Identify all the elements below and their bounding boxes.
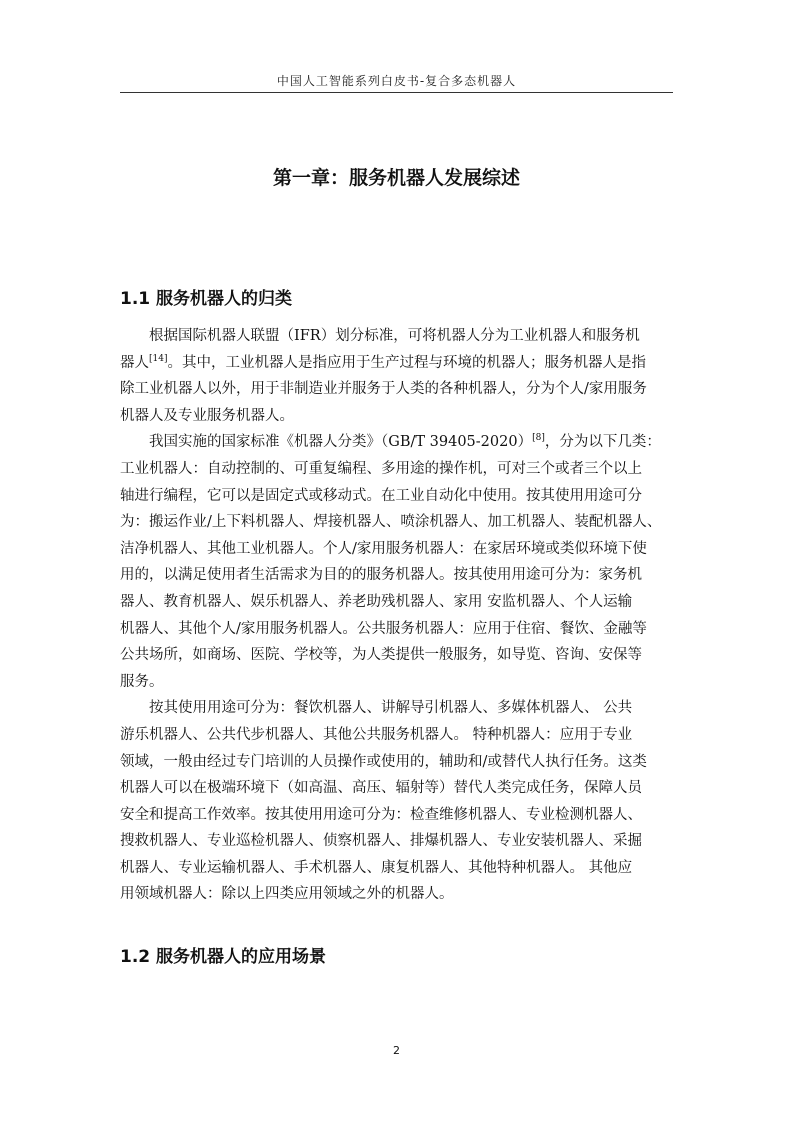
paragraph-2 <box>120 429 673 695</box>
text-line: 机器人、其他个人/家用服务机器人。公共服务机器人：应用于住宿、餐饮、金融等 <box>120 620 647 637</box>
section-heading-1-2: 1.2 服务机器人的应用场景 <box>120 947 327 967</box>
text-line: 洁净机器人、其他工业机器人。个人/家用服务机器人：在家居环境或类似环境下使 <box>120 540 647 557</box>
text-line: 搜救机器人、专业巡检机器人、侦察机器人、排爆机器人、专业安装机器人、采掘 <box>120 833 642 850</box>
text-line: 领域，一般由经过专门培训的人员操作或使用的，辅助和/或替代人执行任务。这类 <box>120 753 647 770</box>
body-text <box>120 323 673 908</box>
text-line: 机器人、专业运输机器人、手术机器人、康复机器人、其他特种机器人。 其他应 <box>120 859 633 876</box>
text-line: 服务。 <box>120 673 164 690</box>
text-line: 轴进行编程，它可以是固定式或移动式。在工业自动化中使用。按其使用用途可分 <box>120 487 642 504</box>
text-line: 用的，以满足使用者生活需求为目的的服务机器人。按其使用用途可分为：家务机 <box>120 567 642 584</box>
text-line: 根据国际机器人联盟（IFR）划分标准，可将机器人分为工业机器人和服务机 <box>149 328 640 344</box>
chapter-title: 第一章：服务机器人发展综述 <box>272 167 520 189</box>
citation-ref: [8] <box>532 433 545 444</box>
text-line: 除工业机器人以外，用于非制造业并服务于人类的各种机器人，分为个人/家用服务 <box>120 381 647 398</box>
paragraph-1 <box>120 323 673 429</box>
text-line <box>120 350 673 377</box>
text-span: ，分为以下几类： <box>544 434 661 451</box>
text-span: 器人 <box>120 354 149 371</box>
text-line: 公共场所，如商场、医院、学校等，为人类提供一般服务，如导览、咨询、安保等 <box>120 647 642 664</box>
header-divider <box>120 92 673 93</box>
text-line: 机器人及专业服务机器人。 <box>120 407 294 424</box>
citation-ref: [14] <box>149 353 168 364</box>
text-line <box>120 429 673 456</box>
text-line: 机器人可以在极端环境下（如高温、高压、辐射等）替代人类完成任务，保障人员 <box>120 780 642 797</box>
running-header: 中国人工智能系列白皮书-复合多态机器人 <box>276 74 517 88</box>
text-span: 我国实施的国家标准《机器人分类》（GB/T 39405-2020） <box>149 434 533 451</box>
paragraph-3 <box>120 695 673 908</box>
text-line: 安全和提高工作效率。按其使用用途可分为：检查维修机器人、专业检测机器人、 <box>120 806 642 823</box>
text-line: 按其使用用途可分为：餐饮机器人、讲解导引机器人、多媒体机器人、 公共 <box>149 700 633 717</box>
text-span: 。其中，工业机器人是指应用于生产过程与环境的机器人；服务机器人是指 <box>167 354 646 371</box>
text-line: 器人、教育机器人、娱乐机器人、养老助残机器人、家用 安监机器人、个人运输 <box>120 593 633 610</box>
text-line: 工业机器人：自动控制的、可重复编程、多用途的操作机，可对三个或者三个以上 <box>120 460 642 477</box>
page-number: 2 <box>393 1044 400 1057</box>
section-heading-1-1: 1.1 服务机器人的归类 <box>120 289 293 309</box>
text-line: 游乐机器人、公共代步机器人、其他公共服务机器人。 特种机器人：应用于专业 <box>120 726 633 743</box>
text-line: 用领域机器人：除以上四类应用领域之外的机器人。 <box>120 886 454 903</box>
text-line: 为：搬运作业/上下料机器人、焊接机器人、喷涂机器人、加工机器人、装配机器人、 <box>120 514 662 531</box>
